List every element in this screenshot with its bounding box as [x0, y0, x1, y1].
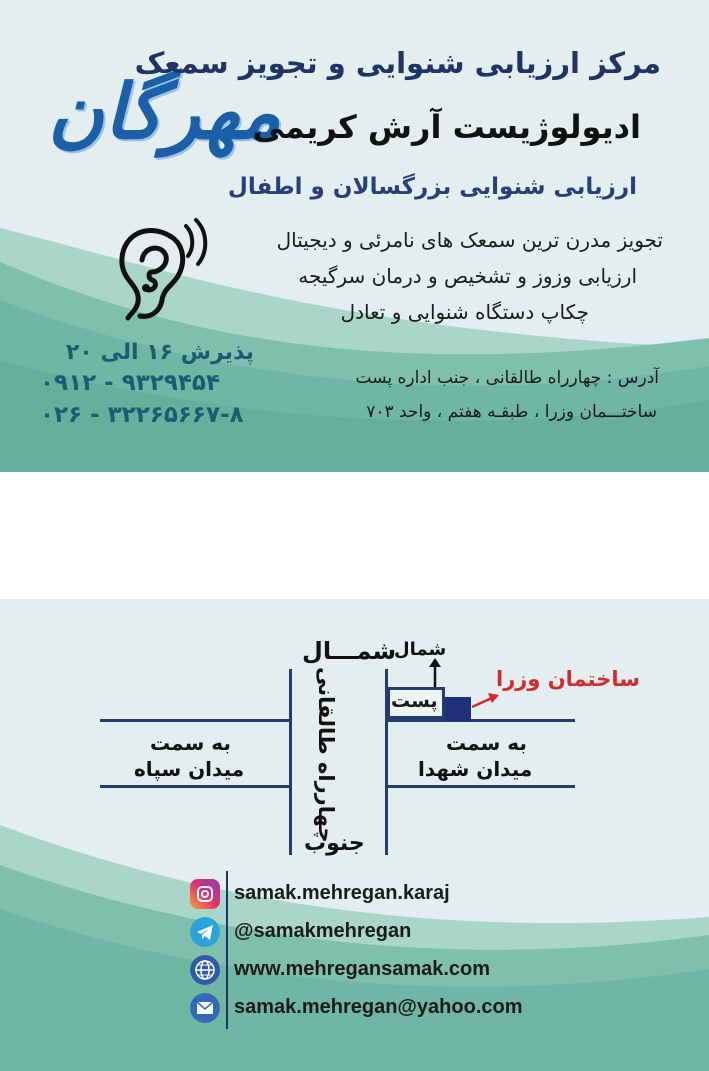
building-arrow-icon [470, 691, 500, 711]
road-east-bottom [387, 785, 575, 788]
email-icon [190, 993, 220, 1023]
road-east-top [387, 719, 575, 722]
north-arrow-icon [425, 657, 445, 689]
audiologist-name: ادیولوژیست آرش کریمی [252, 108, 641, 146]
logo-wordmark: مهرگان [48, 67, 281, 156]
service-line: چکاپ دستگاه شنوایی و تعادل [340, 300, 589, 324]
address-line: ساختـــمان وزرا ، طبقـه هفتم ، واحد ۷۰۳ [366, 402, 657, 422]
telegram-handle[interactable]: @samakmehregan [234, 920, 412, 942]
road-center-left [289, 669, 292, 855]
email-link[interactable]: samak.mehregan@yahoo.com [234, 996, 523, 1018]
building-marker [445, 697, 471, 721]
road-west-top [100, 719, 290, 722]
building-label: ساختمان وزرا [496, 667, 640, 691]
telegram-icon [190, 917, 220, 947]
globe-icon [190, 955, 220, 985]
west-direction-1: به سمت [150, 731, 231, 755]
north-label-small: شمال [394, 639, 447, 660]
ear-icon [108, 214, 214, 322]
subtitle: ارزیابی شنوایی بزرگسالان و اطفال [227, 174, 637, 200]
west-direction-2: میدان سپاه [134, 757, 245, 781]
service-line: تجویز مدرن ترین سمعک های نامرئی و دیجیتال [276, 228, 663, 252]
east-direction-2: میدان شهدا [418, 757, 533, 781]
instagram-icon [190, 879, 220, 909]
east-direction-1: به سمت [446, 731, 527, 755]
south-label: جنوب [304, 831, 365, 856]
contacts-divider [226, 871, 228, 1029]
center-title: مرکز ارزیابی شنوایی و تجویز سمعک [134, 46, 661, 80]
north-label-main: شمـــال [302, 637, 397, 665]
service-line: ارزیابی وزوز و تشخیص و درمان سرگیجه [298, 264, 637, 288]
office-phone: ۰۲۶ - ۳۲۲۶۵۶۶۷-۸ [40, 402, 244, 428]
instagram-handle[interactable]: samak.mehregan.karaj [234, 882, 450, 904]
address-line: آدرس : چهارراه طالقانی ، جنب اداره پست [355, 368, 659, 388]
reception-hours: پذیرش ۱۶ الی ۲۰ [66, 340, 255, 365]
business-card-back [0, 599, 709, 1071]
road-west-bottom [100, 785, 290, 788]
business-card-front [0, 0, 709, 472]
mobile-phone: ۰۹۱۲ - ۹۳۲۹۴۵۴ [40, 370, 220, 396]
website-link[interactable]: www.mehregansamak.com [234, 958, 491, 980]
street-label: چهارراه طالقانی [314, 667, 338, 843]
post-office-label: پست [391, 690, 438, 712]
